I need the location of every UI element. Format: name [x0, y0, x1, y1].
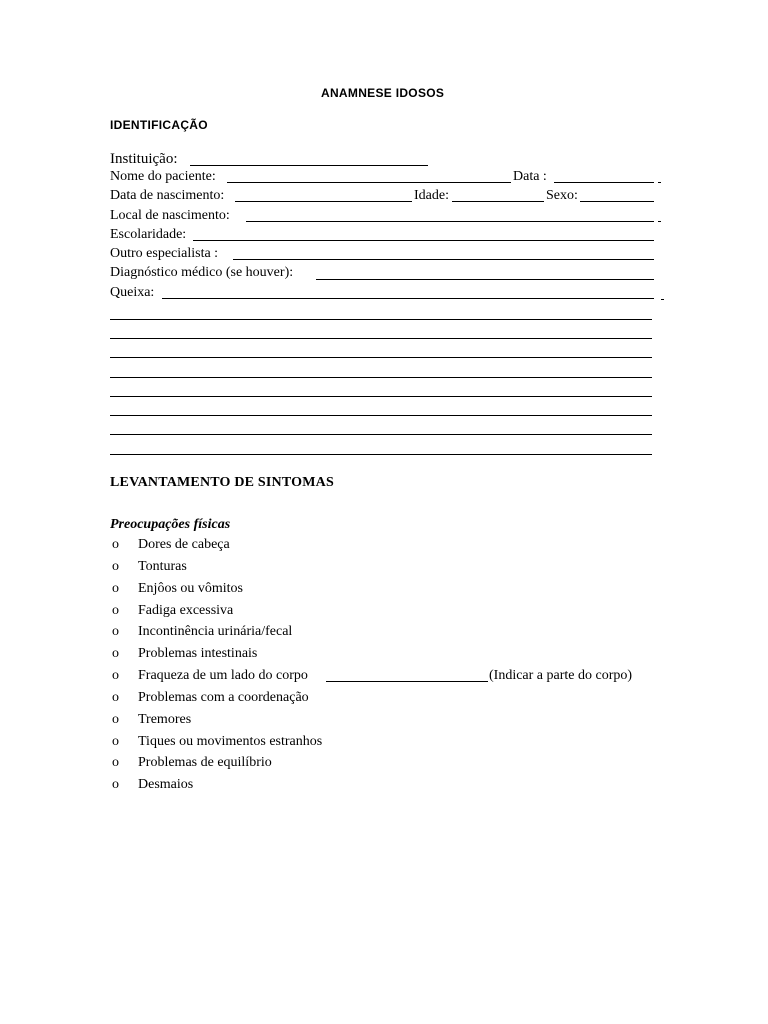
data-nascimento-field[interactable]: [235, 201, 412, 202]
outro-especialista-field[interactable]: [233, 259, 654, 260]
local-nascimento-field[interactable]: [246, 221, 654, 222]
idade-label: Idade:: [414, 188, 449, 203]
queixa-line[interactable]: [110, 338, 652, 339]
list-item: Fraqueza de um lado do corpo: [138, 668, 308, 683]
instituicao-label: Instituição:: [110, 151, 178, 167]
list-bullet: o: [112, 690, 119, 705]
queixa-line[interactable]: [110, 396, 652, 397]
list-item: Enjôos ou vômitos: [138, 581, 244, 596]
body-part-note: (Indicar a parte do corpo): [489, 668, 633, 683]
list-item: Fadiga excessiva: [138, 603, 234, 618]
list-bullet: o: [112, 646, 119, 661]
data-field[interactable]: [554, 182, 654, 183]
data-label: Data :: [513, 169, 547, 184]
diagnostico-field[interactable]: [316, 279, 654, 280]
outro-especialista-label: Outro especialista :: [110, 246, 219, 261]
idade-field[interactable]: [452, 201, 544, 202]
queixa-line[interactable]: [110, 454, 652, 455]
symptoms-heading: LEVANTAMENTO DE SINTOMAS: [110, 475, 334, 490]
list-item: Problemas com a coordenação: [138, 690, 309, 705]
list-bullet: o: [112, 581, 119, 596]
list-item: Tonturas: [138, 559, 187, 574]
tick-mark: [661, 299, 664, 300]
queixa-label: Queixa:: [110, 285, 155, 300]
escolaridade-field[interactable]: [193, 240, 654, 241]
list-bullet: o: [112, 537, 119, 552]
list-item: Problemas de equilíbrio: [138, 755, 272, 770]
list-bullet: o: [112, 777, 119, 792]
sexo-field[interactable]: [580, 201, 654, 202]
list-bullet: o: [112, 559, 119, 574]
tick-mark: [658, 182, 661, 183]
list-bullet: o: [112, 668, 119, 683]
list-item: Tiques ou movimentos estranhos: [138, 734, 323, 749]
list-item: Incontinência urinária/fecal: [138, 624, 293, 639]
local-nascimento-label: Local de nascimento:: [110, 208, 230, 223]
tick-mark: [658, 221, 661, 222]
document-title: ANAMNESE IDOSOS: [321, 86, 445, 100]
list-item: Problemas intestinais: [138, 646, 258, 661]
list-bullet: o: [112, 734, 119, 749]
identification-heading: IDENTIFICAÇÃO: [110, 118, 208, 132]
nome-paciente-label: Nome do paciente:: [110, 169, 216, 184]
diagnostico-label: Diagnóstico médico (se houver):: [110, 265, 294, 280]
queixa-line[interactable]: [110, 319, 652, 320]
physical-concerns-heading: Preocupações físicas: [110, 517, 231, 532]
list-bullet: o: [112, 624, 119, 639]
sexo-label: Sexo:: [546, 188, 578, 203]
list-bullet: o: [112, 603, 119, 618]
instituicao-field[interactable]: [190, 165, 428, 166]
list-item: Dores de cabeça: [138, 537, 230, 552]
list-item: Desmaios: [138, 777, 194, 792]
queixa-line[interactable]: [110, 415, 652, 416]
queixa-line[interactable]: [110, 357, 652, 358]
data-nascimento-label: Data de nascimento:: [110, 188, 225, 203]
nome-paciente-field[interactable]: [227, 182, 511, 183]
escolaridade-label: Escolaridade:: [110, 227, 187, 242]
queixa-line[interactable]: [110, 377, 652, 378]
queixa-field[interactable]: [162, 298, 654, 299]
body-part-field[interactable]: [326, 681, 488, 682]
list-item: Tremores: [138, 712, 192, 727]
queixa-line[interactable]: [110, 434, 652, 435]
list-bullet: o: [112, 755, 119, 770]
list-bullet: o: [112, 712, 119, 727]
